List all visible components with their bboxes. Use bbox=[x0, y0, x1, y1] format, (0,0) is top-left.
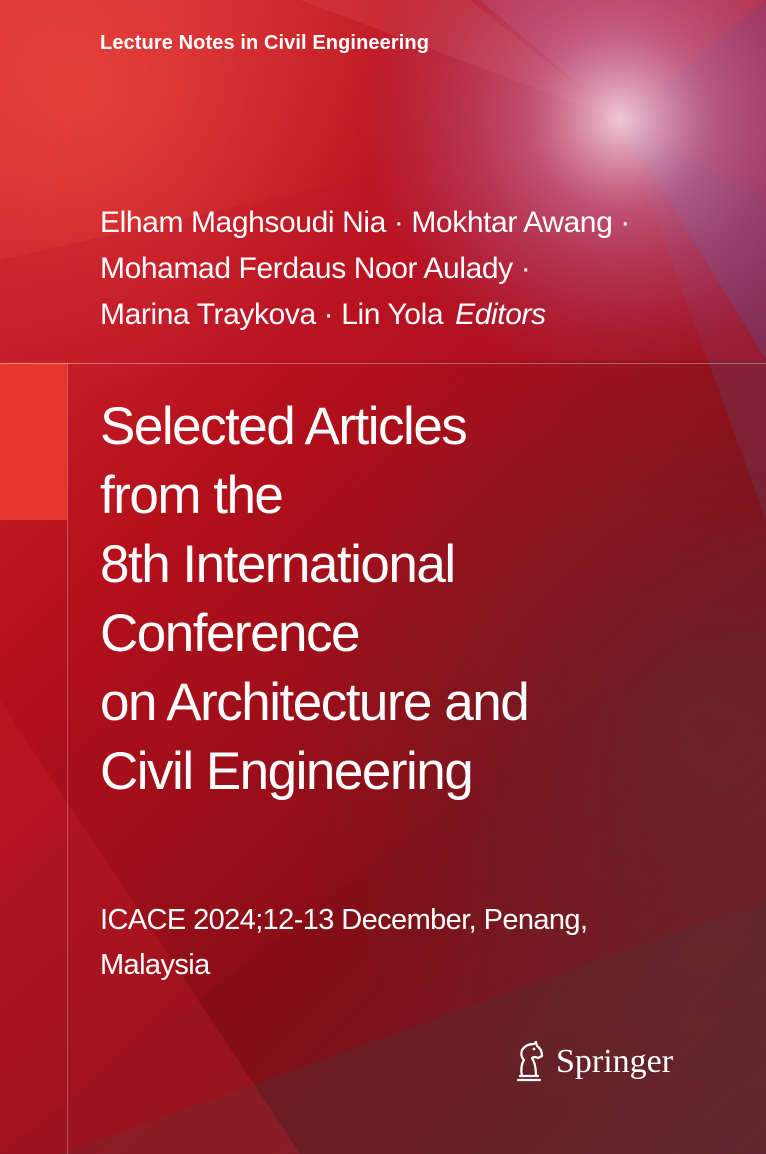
editors-line-text: Marina Traykova · Lin Yola bbox=[100, 298, 444, 331]
title-line: on Architecture and bbox=[100, 673, 529, 732]
title-line: Conference bbox=[100, 604, 360, 663]
editors-line bbox=[100, 292, 740, 338]
series-title: Lecture Notes in Civil Engineering bbox=[100, 32, 430, 54]
editors-role: Editors bbox=[455, 298, 546, 331]
title-line: from the bbox=[100, 466, 283, 525]
vertical-rule bbox=[67, 363, 68, 1154]
editors-line: Elham Maghsoudi Nia · Mokhtar Awang · bbox=[100, 206, 630, 239]
subtitle-line: Malaysia bbox=[100, 949, 210, 981]
title-line: 8th International bbox=[100, 535, 455, 594]
springer-horse-icon bbox=[508, 1040, 550, 1084]
publisher-logo bbox=[508, 1038, 673, 1086]
publisher-name: Springer bbox=[556, 1043, 674, 1080]
book-subtitle bbox=[100, 898, 720, 988]
book-title bbox=[100, 392, 740, 806]
editors-block bbox=[100, 200, 740, 338]
horizontal-rule bbox=[0, 363, 766, 364]
title-line: Civil Engineering bbox=[100, 742, 473, 801]
editors-line: Mohamad Ferdaus Noor Aulady · bbox=[100, 252, 531, 285]
subtitle-line: ICACE 2024;12-13 December, Penang, bbox=[100, 904, 588, 936]
accent-tab bbox=[0, 363, 67, 520]
title-line: Selected Articles bbox=[100, 397, 467, 456]
